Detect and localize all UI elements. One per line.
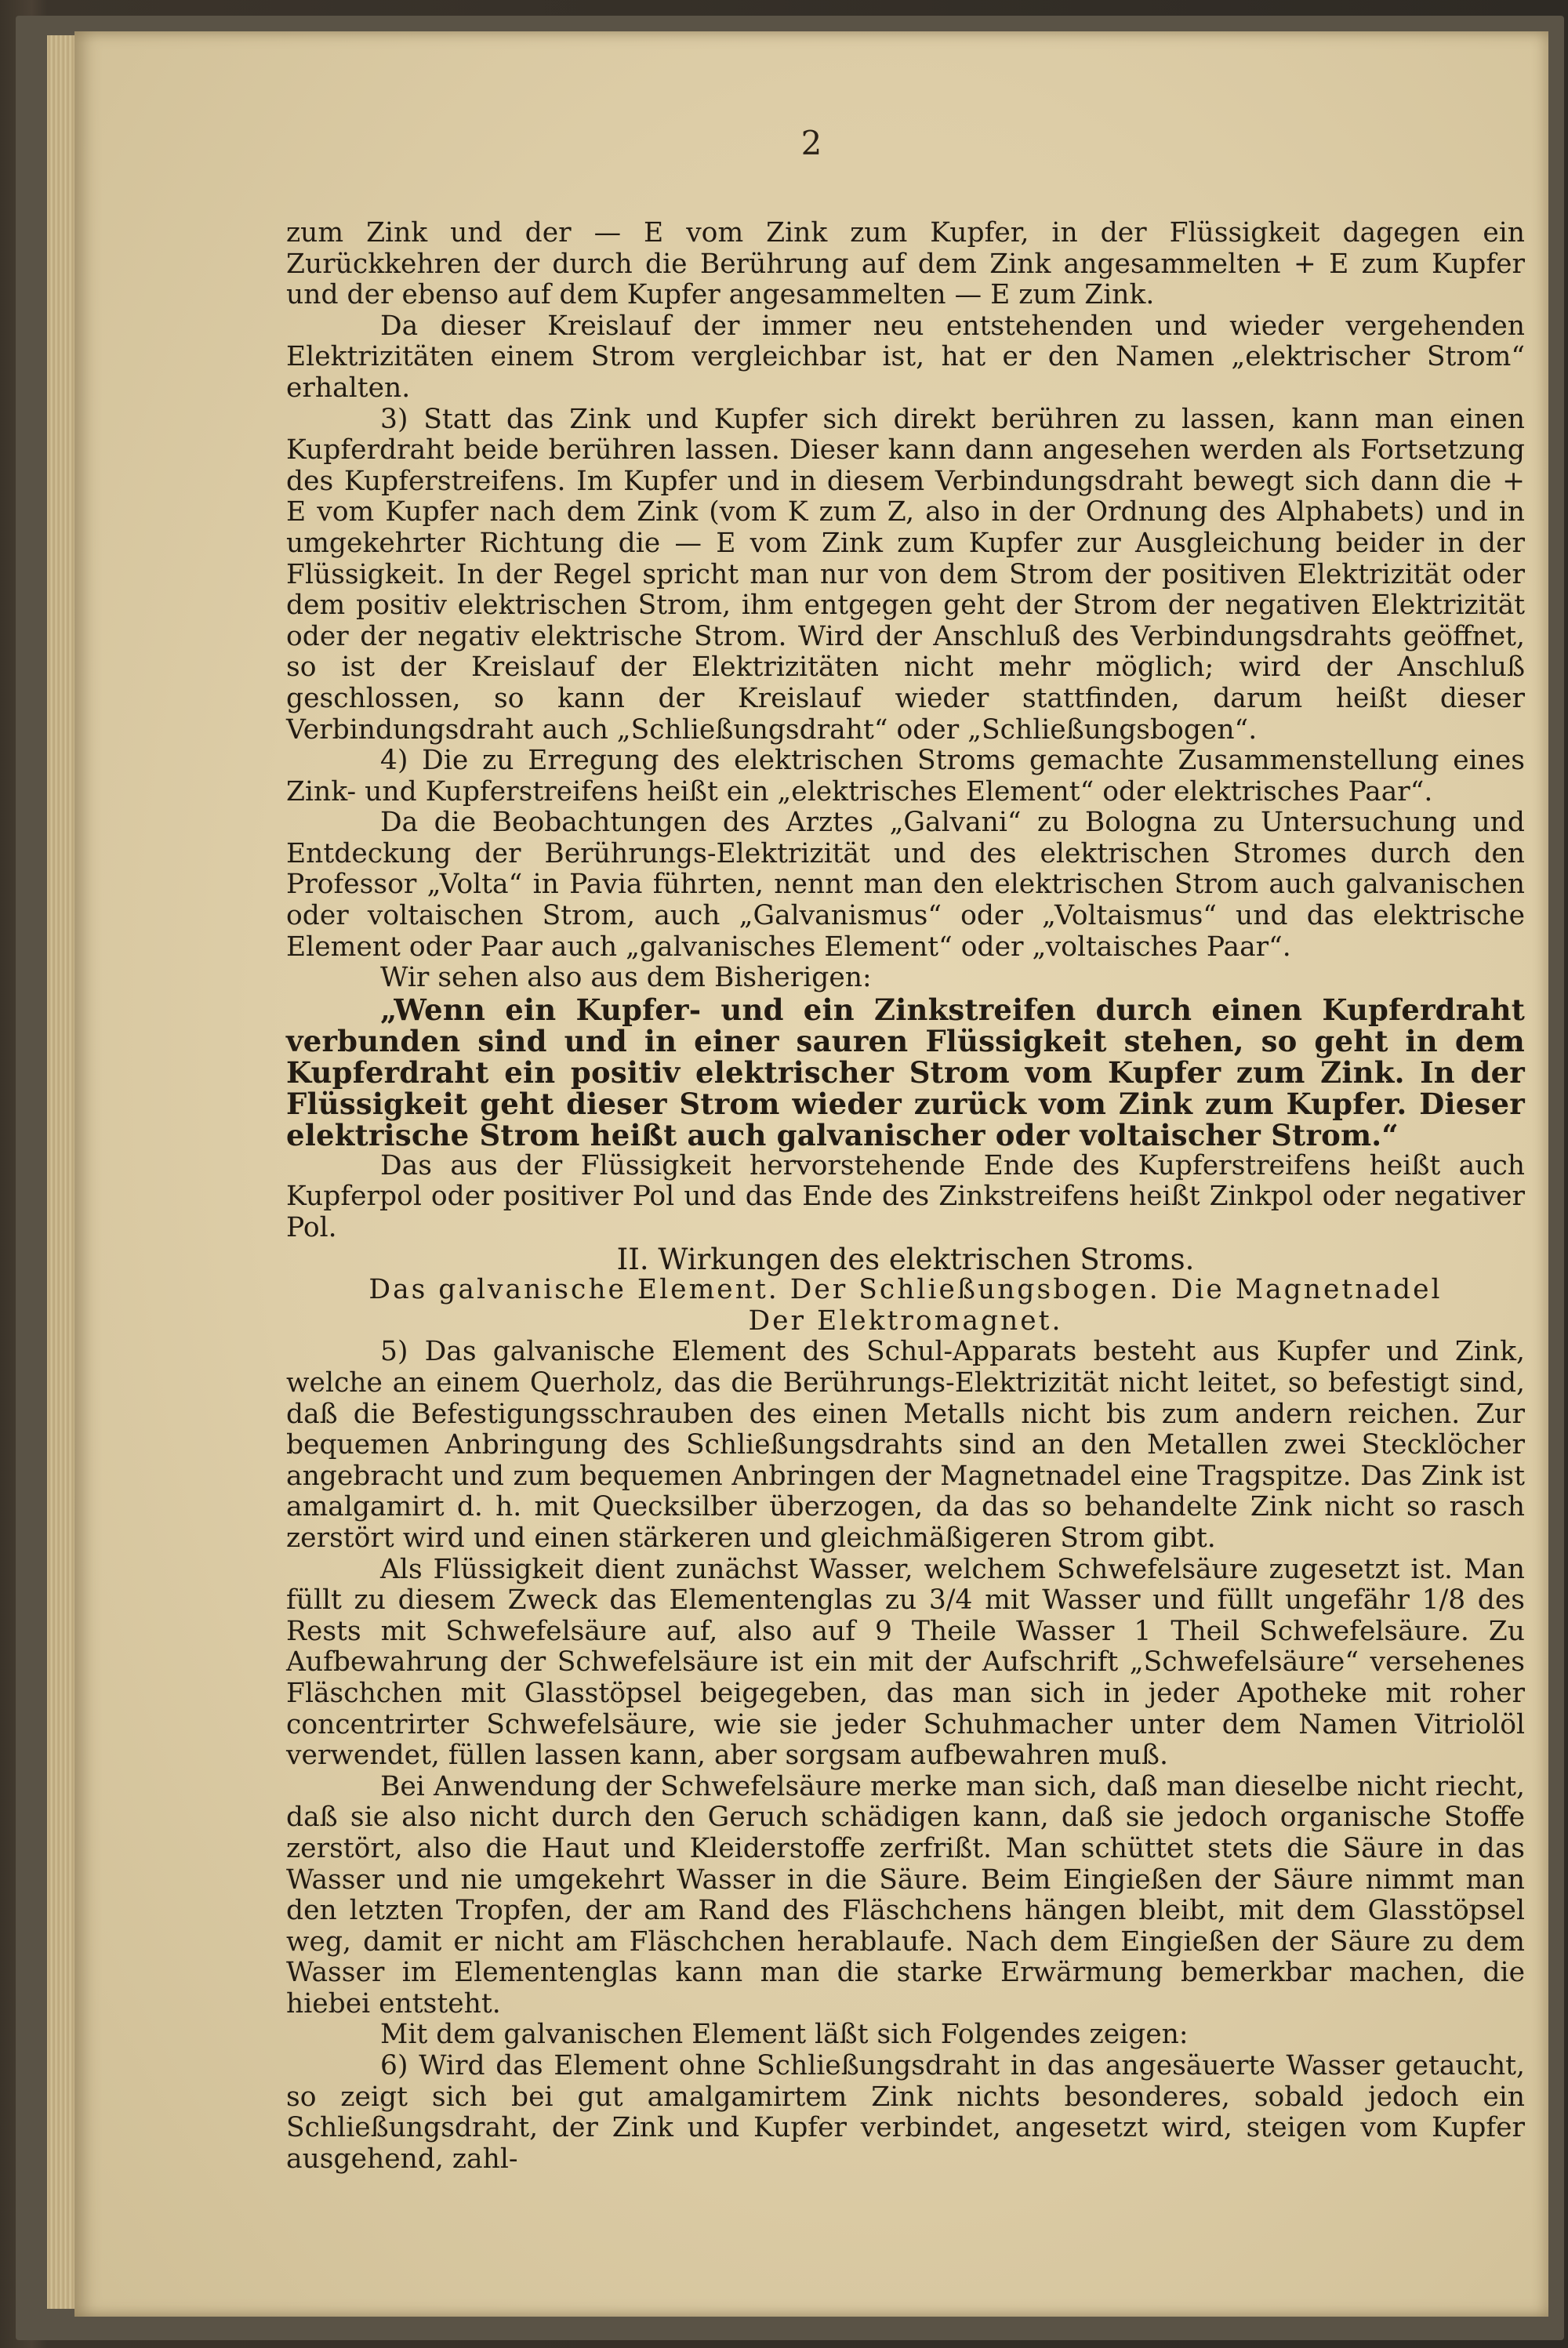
- bold-statement: „Wenn ein Kupfer- und ein Zinkstreifen durch einen Kupferdraht verbunden sind und in einer sauren Flüssigkeit stehen, so geht in dem Kupferdraht ein positiv elektrischer Strom vom Kupfer zum Zink. In der Flüssigkeit geht dieser Strom wieder zurück vom Zink zum Kupfer. Dieser elektrische Strom heißt auch galvanischer oder voltaischer Strom.“: [286, 992, 1525, 1152]
- subheading-line1: Das galvanische Element. Der Schließungsbogen. Die Magnetnadel: [368, 1274, 1443, 1306]
- paragraph-3: 3) Statt das Zink und Kupfer sich direkt berühren zu lassen, kann man einen Kupferdraht beide berühren lassen. Dieser kann dann angesehen werden als Fortsetzung des Kupferstreifens. Im Kupfer und in diesem Verbindungsdraht bewegt sich dann die + E vom Kupfer nach dem Zink (vom K zum Z, also in der Ordnung des Alphabets) und in umgekehrter Richtung die — E vom Zink zum Kupfer zur Ausgleichung beider in der Flüssigkeit. In der Regel spricht man nur von dem Strom der positiven Elektrizität oder dem positiv elektrischen Strom, ihm entgegen geht der Strom der negativen Elektrizität oder der negativ elektrische Strom. Wird der Anschluß des Verbindungsdrahts geöffnet, so ist der Kreislauf der Elektrizitäten nicht mehr möglich; wird der Anschluß geschlossen, so kann der Kreislauf wieder stattfinden, darum heißt dieser Verbindungsdraht auch „Schließungsdraht“ oder „Schließungsbogen“.: [286, 403, 1525, 746]
- section-heading: II. Wirkungen des elektrischen Stroms.: [616, 1242, 1195, 1276]
- paragraph-fluessigkeit: Als Flüssigkeit dient zunächst Wasser, welchem Schwefelsäure zugesetzt ist. Man füllt zu diesem Zweck das Elementenglas zu 3/4 mit Wasser und füllt ungefähr 1/8 des Rests mit Schwefelsäure auf, also auf 9 Theile Wasser 1 Theil Schwefelsäure. Zu Aufbewahrung der Schwefelsäure ist ein mit der Aufschrift „Schwefelsäure“ versehenes Fläschchen mit Glasstöpsel beigegeben, das man sich in jeder Apotheke mit roher concentrirter Schwefelsäure, wie sie jeder Schuhmacher unter dem Namen Vitriolöl verwendet, füllen lassen kann, aber sorgsam aufbewahren muß.: [286, 1553, 1525, 1772]
- page-number: 2: [800, 124, 822, 162]
- paragraph-5: 5) Das galvanische Element des Schul-Apparats besteht aus Kupfer und Zink, welche an einem Querholz, das die Berührungs-Elektrizität nicht leitet, so befestigt sind, daß die Befestigungsschrauben des einen Metalls nicht bis zum andern reichen. Zur bequemen Anbringung des Schließungsdrahts sind an den Metallen zwei Stecklöcher angebracht und zum bequemen Anbringen der Magnetnadel eine Tragspitze. Das Zink ist amalgamirt d. h. mit Quecksilber überzogen, da das so behandelte Zink nicht so rasch zerstört wird und einen stärkeren und gleichmäßigeren Strom gibt.: [286, 1336, 1525, 1554]
- paragraph-folgendes: Mit dem galvanischen Element läßt sich Folgendes zeigen:: [380, 2019, 1189, 2051]
- page-stack-edge: [47, 35, 78, 2309]
- paragraph-bisherigen: Wir sehen also aus dem Bisherigen:: [380, 962, 872, 994]
- paragraph-6: 6) Wird das Element ohne Schließungsdraht in das angesäuerte Wasser getaucht, so zeigt sich bei gut amalgamirtem Zink nichts besonderes, sobald jedoch ein Schließungsdraht, der Zink und Kupfer verbindet, angesetzt wird, steigen vom Kupfer ausgehend, zahl-: [286, 2050, 1525, 2175]
- paragraph-galvani: Da die Beobachtungen des Arztes „Galvani“ zu Bologna zu Untersuchung und Entdeckung der Berührungs-Elektrizität und des elektrischen Stromes durch den Professor „Volta“ in Pavia führten, nennt man den elektrischen Strom auch galvanischen oder voltaischen Strom, auch „Galvanismus“ oder „Voltaismus“ und das elektrische Element oder Paar auch „galvanisches Element“ oder „voltaisches Paar“.: [286, 807, 1525, 963]
- paragraph-intro: zum Zink und der — E vom Zink zum Kupfer, in der Flüssigkeit dagegen ein Zurückkehren der durch die Berührung auf dem Zink angesammelten + E zum Kupfer und der ebenso auf dem Kupfer angesammelten — E zum Zink.: [286, 217, 1525, 311]
- book-page: [74, 31, 1548, 2317]
- paragraph-pole: Das aus der Flüssigkeit hervorstehende Ende des Kupferstreifens heißt auch Kupferpol oder positiver Pol und das Ende des Zinkstreifens heißt Zinkpol oder negativer Pol.: [286, 1149, 1525, 1244]
- subheading-line2: Der Elektromagnet.: [748, 1305, 1063, 1337]
- paragraph-anwendung: Bei Anwendung der Schwefelsäure merke man sich, daß man dieselbe nicht riecht, daß sie also nicht durch den Geruch schädigen kann, daß sie jedoch organische Stoffe zerstört, also die Haut und Kleiderstoffe zerfrißt. Man schüttet stets die Säure in das Wasser und nie umgekehrt Wasser in die Säure. Beim Eingießen der Säure nimmt man den letzten Tropfen, der am Rand des Fläschchens hängen bleibt, mit dem Glasstöpsel weg, damit er nicht am Fläschchen herablaufe. Nach dem Eingießen der Säure zu dem Wasser im Elementenglas kann man die starke Erwärmung bemerkbar machen, die hiebei entsteht.: [286, 1770, 1525, 2020]
- page-text: [286, 218, 1525, 2175]
- paragraph-kreislauf: Da dieser Kreislauf der immer neu entstehenden und wieder vergehenden Elektrizitäten einem Strom vergleichbar ist, hat er den Namen „elektrischer Strom“ erhalten.: [286, 310, 1525, 404]
- paragraph-4: 4) Die zu Erregung des elektrischen Stroms gemachte Zusammenstellung eines Zink- und Kupferstreifens heißt ein „elektrisches Element“ oder elektrisches Paar“.: [286, 745, 1525, 807]
